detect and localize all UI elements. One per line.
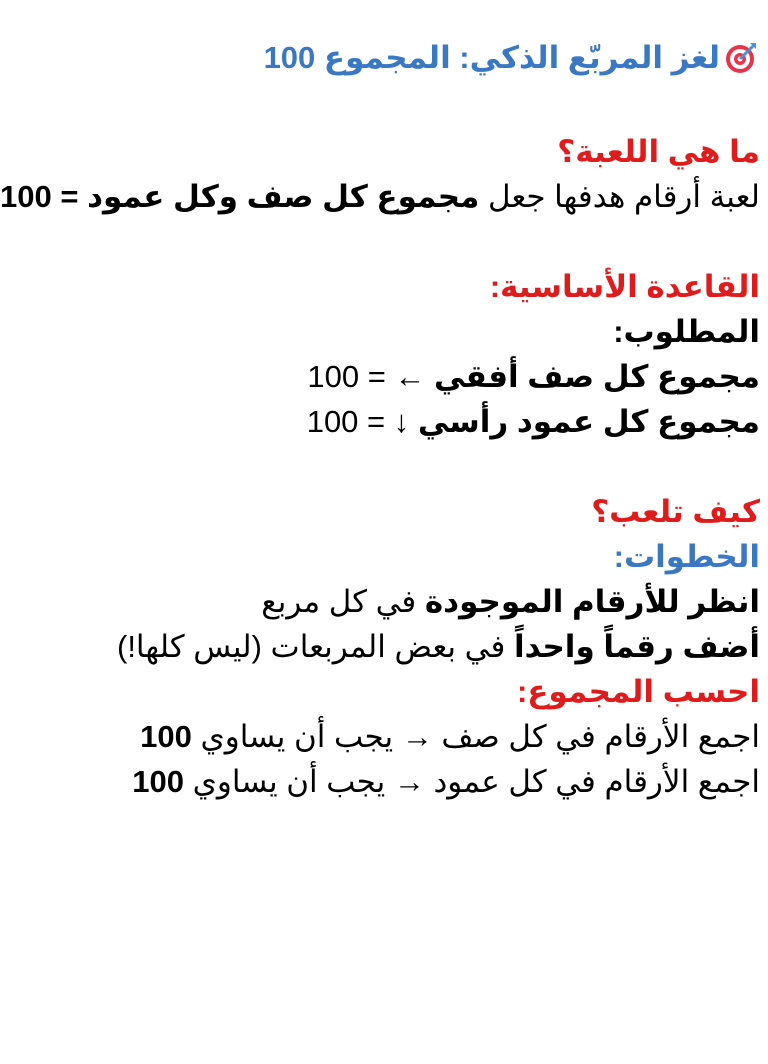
sum-col-step — [132, 762, 760, 802]
step-1 — [261, 582, 760, 622]
sum-row-bold: 100 — [140, 719, 192, 754]
col-rule — [307, 402, 760, 442]
row-rule-bold: مجموع كل صف أفقي — [434, 359, 760, 394]
rule-heading: القاعدة الأساسية: — [489, 269, 760, 304]
what-is-text — [0, 177, 760, 217]
col-rule-rest: ↓ = 100 — [306, 404, 410, 439]
row-rule — [307, 357, 760, 397]
what-is-heading: ما هي اللعبة؟ — [557, 134, 760, 169]
step-2-rest: في بعض المربعات (ليس كلها!) — [117, 629, 506, 664]
page-title — [264, 38, 758, 78]
how-heading: كيف تلعب؟ — [591, 494, 760, 529]
sum-row-plain: اجمع الأرقام في كل صف → يجب أن يساوي — [200, 719, 760, 754]
step-1-rest: في كل مربع — [261, 584, 417, 619]
steps-heading: الخطوات: — [613, 539, 760, 574]
what-is-text-plain: لعبة أرقام هدفها جعل — [487, 179, 760, 214]
step-1-bold: انظر للأرقام الموجودة — [424, 584, 760, 619]
sum-col-plain: اجمع الأرقام في كل عمود → يجب أن يساوي — [192, 764, 760, 799]
step-2 — [117, 627, 760, 667]
what-is-text-bold: مجموع كل صف وكل عمود = 100 — [0, 179, 480, 214]
required-label: المطلوب: — [613, 314, 760, 349]
sum-col-bold: 100 — [132, 764, 184, 799]
col-rule-bold: مجموع كل عمود رأسي — [417, 404, 760, 439]
sum-heading: احسب المجموع: — [516, 674, 760, 709]
row-rule-rest: ← = 100 — [307, 359, 426, 394]
sum-row-step — [140, 717, 760, 757]
step-2-bold: أضف رقماً واحداً — [513, 629, 760, 664]
title-text: لغز المربّع الذكي: المجموع 100 — [263, 40, 720, 75]
target-icon — [724, 41, 758, 75]
